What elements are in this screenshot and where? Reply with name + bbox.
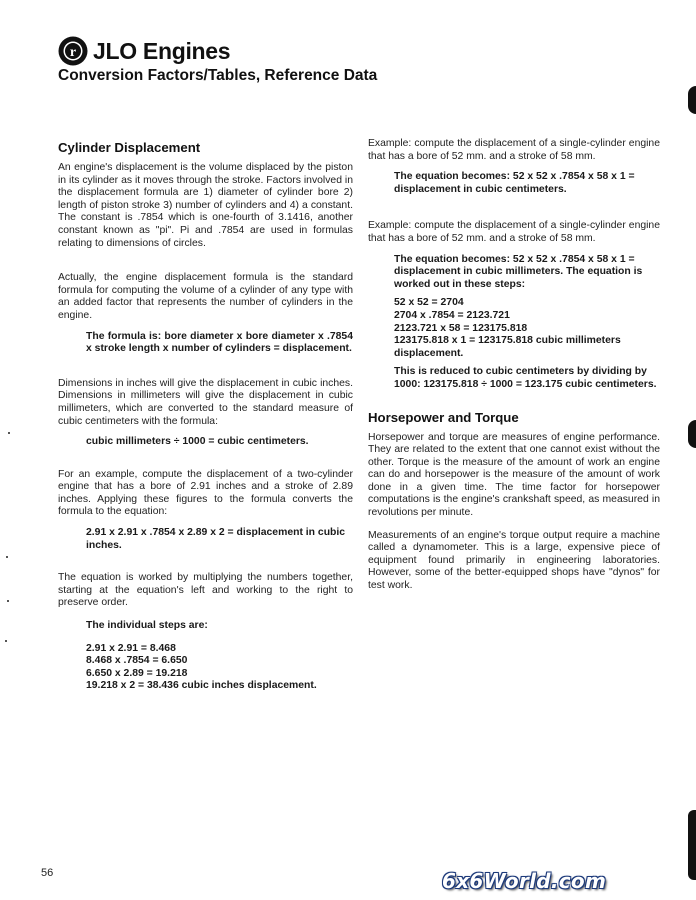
- brand-header: [58, 34, 230, 68]
- scan-speck: [5, 640, 7, 642]
- scan-speck: [8, 432, 10, 434]
- brand-name: JLO Engines: [93, 38, 231, 64]
- example-paragraph: For an example, compute the displacement of a two-cylinder engine that has a bore of 2.91 inches and a stroke of 2.89 inches. Applying these figures to the formula converts the formula to the equation:: [58, 468, 353, 518]
- svg-text:r: r: [69, 45, 77, 60]
- dynamometer-paragraph: Measurements of an engine's torque output require a machine called a dynamometer. This is a large, expensive piece of equipment found primarily in engineering laboratories. However, some of the better-equipped shops have "dynos" for test work.: [368, 529, 660, 592]
- scan-speck: [7, 600, 9, 602]
- section-heading-horsepower-torque: Horsepower and Torque: [368, 409, 519, 425]
- right-column: [368, 138, 660, 593]
- equation-cc: The equation becomes: 52 x 52 x .7854 x 58 x 1 = displacement in cubic centimeters.: [394, 171, 635, 195]
- conversion-formula: cubic millimeters ÷ 1000 = cubic centimeters.: [86, 436, 309, 448]
- steps-label: The individual steps are:: [86, 620, 208, 632]
- units-paragraph: Dimensions in inches will give the displacement in cubic inches. Dimensions in millimeters will give the displacement in cubic millimeters, which are converted to the standard measure of cubic centimeters with the formula:: [58, 377, 353, 427]
- step-line: 2.91 x 2.91 = 8.468: [86, 642, 176, 654]
- mm-steps-list: [368, 297, 660, 360]
- site-watermark: 6x6World.com: [442, 869, 607, 893]
- displacement-formula: The formula is: bore diameter x bore diameter x .7854 x stroke length x number of cylinders = displacement.: [86, 330, 353, 355]
- left-column: [58, 140, 353, 693]
- step-line: 123175.818 x 1 = 123175.818 cubic millimeters displacement.: [394, 335, 621, 359]
- page-number: 56: [41, 867, 54, 879]
- reduction-note: This is reduced to cubic centimeters by dividing by 1000: 123175.818 ÷ 1000 = 123.175 cubic centimeters.: [394, 366, 657, 390]
- step-line: 52 x 52 = 2704: [394, 297, 464, 309]
- page-subtitle: Conversion Factors/Tables, Reference Data: [58, 67, 378, 84]
- example-cc-paragraph: Example: compute the displacement of a single-cylinder engine that has a bore of 52 mm. and a stroke of 58 mm.: [368, 138, 660, 162]
- equation-mm: The equation becomes: 52 x 52 x .7854 x 58 x 1 = displacement in cubic millimeters. The equation is worked out in these steps:: [394, 253, 643, 290]
- intro-paragraph: An engine's displacement is the volume displaced by the piston in its cylinder as it moves through the stroke. Factors involved in the displacement formula are 1) diameter of cylinder bore 2) length of piston stroke 3) number of cylinders and 4) a constant. The constant is .7854 which is one-fourth of 3.1416, another constant known as "pi". Pi and .7854 are used in formulas relating to dimensions of circles.: [58, 162, 353, 249]
- rockwell-logo-icon: [58, 36, 88, 66]
- scan-speck: [6, 556, 8, 558]
- step-line: 2123.721 x 58 = 123175.818: [394, 322, 528, 334]
- scan-edge-mark: [688, 810, 696, 880]
- scan-edge-mark: [688, 420, 696, 448]
- step-line: 6.650 x 2.89 = 19.218: [86, 667, 188, 679]
- order-paragraph: The equation is worked by multiplying the numbers together, starting at the equation's left and working to the right to preserve order.: [58, 572, 353, 609]
- example-equation: 2.91 x 2.91 x .7854 x 2.89 x 2 = displacement in cubic inches.: [86, 527, 346, 551]
- example-mm-paragraph: Example: compute the displacement of a single-cylinder engine that has a bore of 52 mm. and a stroke of 58 mm.: [368, 220, 660, 244]
- steps-list: [58, 643, 353, 693]
- step-line: 8.468 x .7854 = 6.650: [86, 655, 188, 667]
- section-heading-cylinder-displacement: Cylinder Displacement: [58, 140, 201, 155]
- step-line: 2704 x .7854 = 2123.721: [394, 309, 510, 321]
- step-line: 19.218 x 2 = 38.436 cubic inches displacement.: [86, 680, 317, 692]
- formula-context-paragraph: Actually, the engine displacement formula is the standard formula for computing the volume of a cylinder of any type with an added factor that represents the number of cylinders in the engine.: [58, 272, 353, 321]
- horsepower-paragraph: Horsepower and torque are measures of engine performance. They are related to the extent that one cannot exist without the other. Torque is the measure of the amount of work an engine can do and horsepower is the measure of the amount of work done in a given time. The time factor for horsepower computations is the engine's crankshaft speed, as measured in revolutions per minute.: [368, 431, 660, 519]
- scan-edge-mark: [688, 86, 696, 114]
